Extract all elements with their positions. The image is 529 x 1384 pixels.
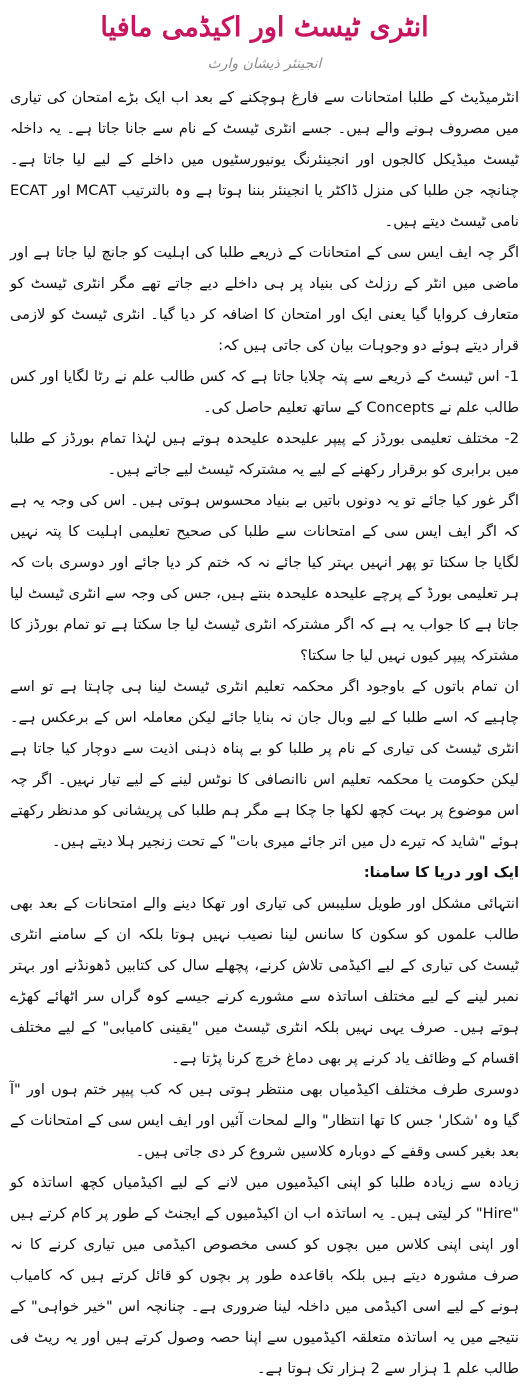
article-paragraph: انتہائی مشکل اور طویل سلیبس کی تیاری اور تھکا دینے والے امتحانات کے بعد بھی طالب علموں کو سکون کا سانس لینا نصیب نہیں ہوتا بلکہ ان کے سامنے انٹری ٹیسٹ کی تیاری کے لیے اکیڈمی تلاش کرنے، پچھلے سال کی کتابیں ڈھونڈنے اور بہتر نمبر لینے کے لیے مختلف اساتذہ سے مشورے کرنے جیسے کوہ گراں سر اٹھائے کھڑے ہوتے ہیں۔ صرف یہی نہیں بلکہ انٹری ٹیسٹ میں "یقینی کامیابی" کے لیے مختلف اقسام کے وظائف یاد کرنے پر بھی دماغ خرچ کرنا پڑتا ہے۔: [10, 895, 519, 1067]
section-heading: ایک اور دریا کا سامنا:: [363, 864, 519, 881]
numbered-point: 2- مختلف تعلیمی بورڈز کے پیپر علیحدہ علیحدہ ہوتے ہیں لہٰذا تمام بورڈز کے طلبا میں برابری کو برقرار رکھنے کے لیے یہ مشترکہ ٹیسٹ لیے جاتے ہیں۔: [10, 430, 519, 478]
article-body: [10, 82, 519, 1384]
article-paragraph: ان تمام باتوں کے باوجود اگر محکمہ تعلیم انٹری ٹیسٹ لینا ہی چاہتا ہے تو اسے چاہیے کہ اسے طلبا کے لیے وبال جان نہ بنایا جائے لیکن معاملہ اس کے برعکس ہے۔ انٹری ٹیسٹ کی تیاری کے نام پر طلبا کو بے پناہ ذہنی اذیت سے دوچار کیا جاتا ہے لیکن حکومت یا محکمہ تعلیم اس ناانصافی کا نوٹس لینے کے لیے تیار نہیں۔ اگر چہ اس موضوع پر بہت کچھ لکھا جا چکا ہے مگر ہم طلبا کی پریشانی کو مدنظر رکھتے ہوئے "شاید کہ تیرے دل میں اتر جائے میری بات" کے تحت زنجیر ہلا دیتے ہیں۔: [10, 678, 519, 850]
article-paragraph: زیادہ سے زیادہ طلبا کو اپنی اکیڈمیوں میں لانے کے لیے اکیڈمیاں کچھ اساتذہ کو "Hire" کر لیتی ہیں۔ یہ اساتذہ اب ان اکیڈمیوں کے ایجنٹ کے طور پر کام کرتے ہیں اور اپنی اپنی کلاس میں بچوں کو کسی مخصوص اکیڈمی میں تیاری کرنے کا نہ صرف مشورہ دیتے ہیں بلکہ باقاعدہ طور پر بچوں کو قائل کرتے ہیں کہ کامیاب ہونے کے لیے اسی اکیڈمی میں داخلہ لینا ضروری ہے۔ چنانچہ اس "خیر خواہی" کے نتیجے میں یہ اساتذہ متعلقہ اکیڈمیوں سے اپنا حصہ وصول کرتے ہیں اور یہ ریٹ فی طالب علم 1 ہزار سے 2 ہزار تک ہوتا ہے۔: [10, 1174, 519, 1377]
numbered-point: 1- اس ٹیسٹ کے ذریعے سے پتہ چلایا جاتا ہے کہ کس طالب علم نے رٹا لگایا اور کس طالب علم نے Concepts کے ساتھ تعلیم حاصل کی۔: [10, 368, 519, 416]
article-paragraph: اگر غور کیا جائے تو یہ دونوں باتیں بے بنیاد محسوس ہوتی ہیں۔ اس کی وجہ یہ ہے کہ اگر ایف ایس سی کے امتحانات سے طلبا کی صحیح تعلیمی اہلیت کا پتہ نہیں لگایا جا سکتا تو پھر انہیں بہتر کیا جائے نہ کہ ختم کر دیا جائے اور دوسری بات کہ ہر تعلیمی بورڈ کے پرچے علیحدہ علیحدہ بنتے ہیں، جس کی وجہ سے انٹری ٹیسٹ لیا جاتا ہے کا جواب یہ ہے کہ اگر مشترکہ انٹری ٹیسٹ لیا جا سکتا ہے تو تمام بورڈز کا مشترکہ پیپر کیوں نہیں لیا جا سکتا؟: [10, 492, 519, 664]
article-author: انجینئر ذیشان وارث: [207, 56, 322, 72]
article-paragraph: اگر چہ ایف ایس سی کے امتحانات کے ذریعے طلبا کی اہلیت کو جانچ لیا جاتا ہے اور ماضی میں انٹر کے رزلٹ کی بنیاد پر ہی داخلے دیے جاتے تھے مگر انٹری ٹیسٹ کو متعارف کروایا گیا یعنی ایک اور امتحان کا اضافہ کر دیا گیا۔ انٹری ٹیسٹ کو لازمی قرار دیتے ہوئے دو وجوہات بیان کی جاتی ہیں کہ:: [10, 244, 519, 354]
article-title: انٹری ٹیسٹ اور اکیڈمی مافیا: [100, 12, 429, 43]
article-paragraph: دوسری طرف مختلف اکیڈمیاں بھی منتظر ہوتی ہیں کہ کب پیپر ختم ہوں اور "آ گیا وہ 'شکار' جس کا تھا انتظار" والے لمحات آئیں اور ایف ایس سی کے امتحانات کے بعد بغیر کسی وقفے کے دوبارہ کلاسیں شروع کر دی جاتی ہیں۔: [10, 1081, 519, 1160]
article-paragraph: انٹرمیڈیٹ کے طلبا امتحانات سے فارغ ہوچکنے کے بعد اب ایک بڑے امتحان کی تیاری میں مصروف ہونے والے ہیں۔ جسے انٹری ٹیسٹ کے نام سے جانا جاتا ہے۔ یہ داخلہ ٹیسٹ میڈیکل کالجوں اور انجینئرنگ یونیورسٹیوں میں داخلے کے لیے لیا جاتا ہے۔ چنانچہ جن طلبا کی منزل ڈاکٹر یا انجینئر بننا ہوتا ہے وہ بالترتیب MCAT اور ECAT نامی ٹیسٹ دیتے ہیں۔: [10, 89, 519, 230]
